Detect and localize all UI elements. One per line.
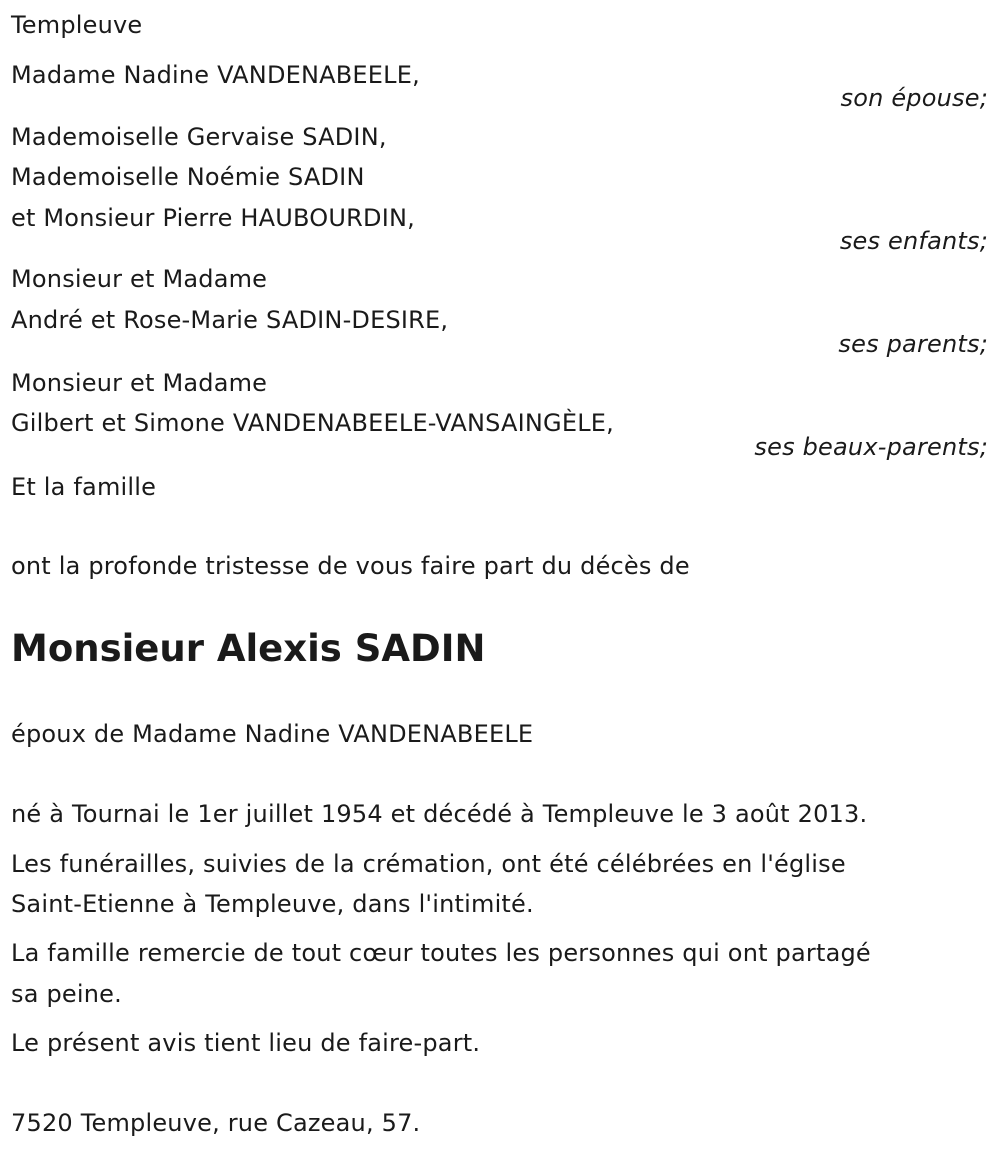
- in-laws-line: Monsieur et Madame: [11, 369, 268, 397]
- role-in-laws: ses beaux-parents;: [754, 433, 988, 461]
- in-laws-names: Gilbert et Simone VANDENABEELE-VANSAINGÈLE,: [11, 409, 614, 437]
- location-header: Templeuve: [11, 11, 143, 39]
- thanks-text: La famille remercie de tout cœur toutes les personnes qui ont partagé: [11, 939, 871, 967]
- birth-death-line: né à Tournai le 1er juillet 1954 et décédé à Templeuve le 3 août 2013.: [11, 800, 868, 828]
- role-children: ses enfants;: [839, 227, 988, 255]
- funeral-text: Les funérailles, suivies de la crémation, ont été célébrées en l'église: [11, 850, 846, 878]
- announcement-text: ont la profonde tristesse de vous faire part du décès de: [11, 552, 690, 580]
- thanks-text: sa peine.: [11, 980, 122, 1008]
- child-name: et Monsieur Pierre HAUBOURDIN,: [11, 204, 415, 232]
- family-line: Et la famille: [11, 473, 157, 501]
- deceased-name: Monsieur Alexis SADIN: [11, 627, 486, 670]
- parents-line: Monsieur et Madame: [11, 265, 268, 293]
- parents-names: André et Rose-Marie SADIN-DESIRE,: [11, 306, 449, 334]
- spouse-name: Madame Nadine VANDENABEELE,: [11, 61, 420, 89]
- child-name: Mademoiselle Noémie SADIN: [11, 163, 365, 191]
- role-parents: ses parents;: [838, 330, 988, 358]
- spouse-of-line: époux de Madame Nadine VANDENABEELE: [11, 720, 534, 748]
- child-name: Mademoiselle Gervaise SADIN,: [11, 123, 387, 151]
- address: 7520 Templeuve, rue Cazeau, 57.: [11, 1109, 421, 1137]
- notice-text: Le présent avis tient lieu de faire-part.: [11, 1029, 481, 1057]
- funeral-text: Saint-Etienne à Templeuve, dans l'intimité.: [11, 890, 534, 918]
- role-spouse: son épouse;: [840, 84, 988, 112]
